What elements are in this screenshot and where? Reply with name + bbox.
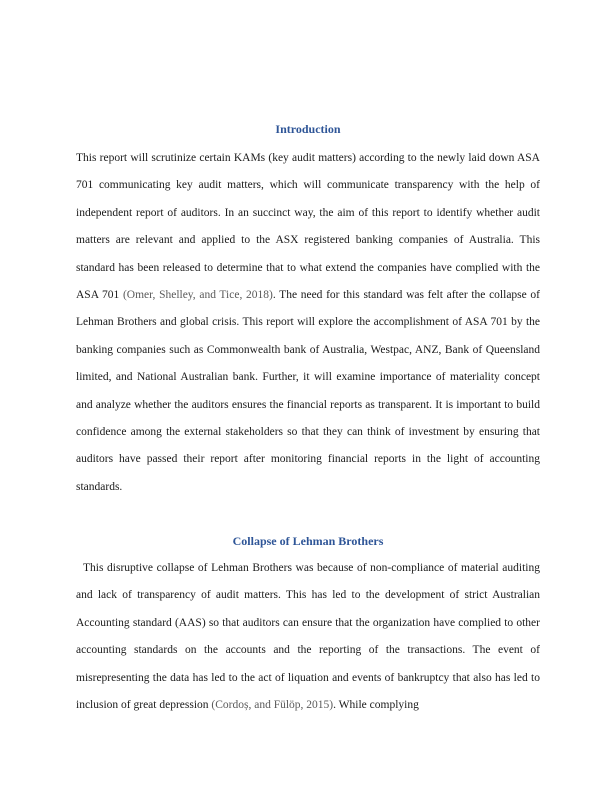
- section-heading-lehman: Collapse of Lehman Brothers: [232, 534, 384, 548]
- section-heading-introduction: Introduction: [275, 122, 341, 136]
- lehman-text-before: This disruptive collapse of Lehman Brothers was because of non-compliance of material auditing and lack of transparency of audit matters. This has led to the development of strict Australian Accounting standard (AAS) so that auditors can ensure that the organization have complied to other accounting standards on the accounts and the reporting of the transactions. The event of misrepresenting the data has led to the act of liquation and events of bankruptcy that also has led to inclusion of great depression: [76, 562, 540, 712]
- lehman-text-after: . While complying: [333, 699, 419, 712]
- intro-citation: (Omer, Shelley, and Tice, 2018): [122, 289, 273, 302]
- intro-text-after: . The need for this standard was felt after the collapse of Lehman Brothers and global crisis. This report will explore the accomplishment of ASA 701 by the banking companies such as Commonwealth bank of Australia, Westpac, ANZ, Bank of Queensland limited, and National Australian bank. Further, it will examine importance of materiality concept and analyze whether the auditors ensures the financial reports as transparent. It is important to build confidence among the external stakeholders so that they can think of investment by ensuring that auditors have passed their report after monitoring financial reports in the light of accounting standards.: [76, 289, 540, 493]
- lehman-paragraph: [76, 555, 540, 719]
- lehman-citation: (Cordoș, and Fülöp, 2015): [211, 699, 334, 712]
- intro-paragraph: [76, 145, 540, 501]
- intro-text-before: This report will scrutinize certain KAMs (key audit matters) according to the newly laid down ASA 701 communicating key audit matters, which will communicate transparency with the help of independent report of auditors. In an succinct way, the aim of this report to identify whether audit matters are relevant and applied to the ASX registered banking companies of Australia. This standard has been released to determine that to what extend the companies have complied with the ASA 701: [76, 152, 540, 302]
